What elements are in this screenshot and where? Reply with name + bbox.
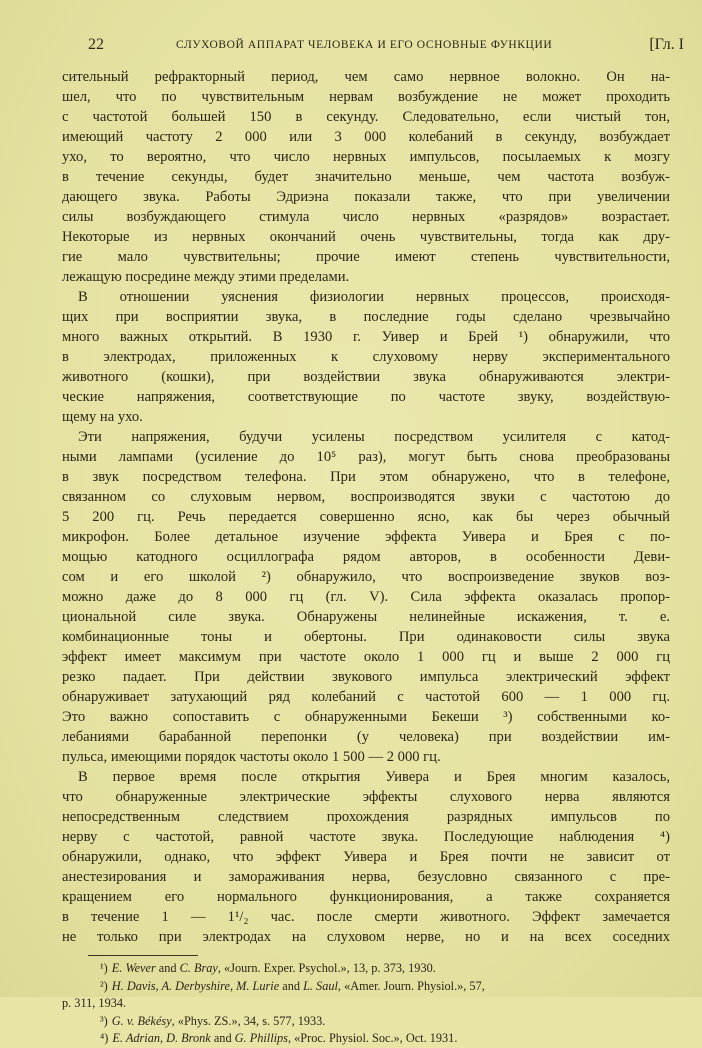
text-line: в течение 1 — 1¹/₂ час. после смерти животного. Эффект замечается (62, 909, 670, 925)
text-line: лежащую посредине между этими пределами. (62, 269, 350, 285)
text-line: циональной силе звука. Обнаружены нелинейные искажения, т. е. (62, 609, 670, 625)
text-line: В первое время после открытия Уивера и Брея многим казалось, (78, 769, 670, 785)
text-line: кращением его нормального функционирования, а также сохраняется (62, 889, 670, 905)
text-line: животного (кошки), при воздействии звука обнаруживаются электри- (62, 369, 670, 385)
text-line: 5 200 гц. Речь передается совершенно ясно, как бы через обычный (62, 509, 670, 525)
text-line: ческие напряжения, соответствующие по частоте звуку, воздействую- (62, 389, 670, 405)
footnote-authors: L. Saul (303, 978, 338, 993)
text-line: можно даже до 8 000 гц (гл. V). Сила эффекта оказалась пропор- (62, 589, 670, 605)
footnote-divider (88, 955, 198, 956)
text-line: анестезирования и замораживания нерва, безусловно связанного с пре- (62, 869, 670, 885)
footnote-authors: G. Phillips (234, 1031, 288, 1045)
text-line: что обнаруженные электрические эффекты слухового нерва являются (62, 789, 670, 805)
text-line: с частотой большей 150 в секунду. Следовательно, если чистый тон, (62, 109, 670, 125)
paragraph (62, 67, 670, 287)
footnote-conjunction: and (279, 978, 304, 993)
text-line: сом и его школой ²) обнаружило, что воспроизведение звуков воз- (62, 569, 670, 585)
chapter-marker: [Гл. I (649, 36, 684, 53)
footnote-marker: ¹) (100, 961, 108, 975)
text-line: связанном со слуховым нервом, воспроизводятся звуки с частотою до (62, 489, 670, 505)
text-line: мощью катодного осциллографа рядом авторов, в особенности Деви- (62, 549, 670, 565)
text-line: дающего звука. Работы Эдриэна показали также, что при увеличении (62, 189, 670, 205)
footnote-authors: C. Bray (179, 961, 218, 975)
footnote-marker: ³) (100, 1013, 108, 1028)
text-line: сительный рефракторный период, чем само нервное волокно. Он на- (62, 69, 670, 85)
footnote-source: , «Journ. Exper. Psychol.», 13, p. 373, 1930. (217, 961, 436, 975)
text-line: имеющий частоту 2 000 или 3 000 колебаний в секунду, возбуждает (62, 129, 670, 145)
text-line: Это важно сопоставить с обнаруженными Бекеши ³) собственными ко- (62, 709, 670, 725)
footnote-conjunction: and (155, 961, 180, 975)
text-line: шел, что по чувствительным нервам возбуждение не может проходить (62, 89, 670, 105)
text-line: непосредственным следствием прохождения разрядных импульсов по (62, 809, 670, 825)
running-title: СЛУХОВОЙ АППАРАТ ЧЕЛОВЕКА И ЕГО ОСНОВНЫЕ ФУНКЦИИ (176, 39, 553, 51)
text-line: нерву с частотой, равной частоте звука. Последующие наблюдения ⁴) (62, 829, 670, 845)
text-line: обнаружили, однако, что эффект Уивера и Брея почти не зависит от (62, 849, 670, 865)
text-line: пульса, имеющими порядок частоты около 1 500 — 2 000 гц. (62, 749, 441, 765)
text-column (62, 67, 670, 1048)
footnote-conjunction: and (210, 1031, 235, 1045)
text-line: гие мало чувствительны; прочие имеют степень чувствительности, (62, 249, 670, 265)
footnote-authors: G. v. Békésy (111, 1013, 172, 1028)
footnote-authors: E. Wever (111, 961, 156, 975)
paragraph (62, 287, 670, 427)
footnotes (62, 960, 672, 1048)
footnote-source: , «Amer. Journ. Physiol.», 57, (337, 978, 485, 993)
text-line: много важных открытий. В 1930 г. Уивер и Брей ¹) обнаружили, что (62, 329, 670, 345)
footnote (62, 960, 672, 978)
text-line: щих при восприятии звука, в последние годы сделано чрезвычайно (62, 309, 670, 325)
footnote-authors: H. Davis, A. Derbyshire, M. Lurie (111, 978, 280, 993)
footnote (62, 978, 672, 996)
text-line: эффект имеет максимум при частоте около 1 000 гц и выше 2 000 гц (62, 649, 670, 665)
text-line: резко падает. При действии звукового импульса электрический эффект (62, 669, 670, 685)
text-line: в звук посредством телефона. При этом обнаружено, что в телефоне, (62, 469, 670, 485)
footnote (62, 1030, 672, 1048)
text-line: комбинационные тоны и обертоны. При одинаковости силы звука (62, 629, 670, 645)
text-line: Эти напряжения, будучи усилены посредством усилителя с катод- (78, 429, 670, 445)
page-number: 22 (88, 36, 104, 53)
text-line: ными лампами (усиление до 10⁵ раз), могут быть снова преобразованы (62, 449, 670, 465)
body-text (62, 67, 670, 947)
footnote-source: , «Proc. Physiol. Soc.», Oct. 1931. (287, 1031, 458, 1045)
footnote-source: , «Phys. ZS.», 34, s. 577, 1933. (171, 1013, 326, 1028)
text-line: Некоторые из нервных окончаний очень чувствительны, тогда как дру- (62, 229, 670, 245)
footnote-authors: E. Adrian, D. Bronk (112, 1031, 211, 1045)
text-line: обнаруживает затухающий ряд колебаний с частотой 600 — 1 000 гц. (62, 689, 670, 705)
text-line: в электродах, приложенных к слуховому нерву экспериментального (62, 349, 670, 365)
footnote-continuation: p. 311, 1934. (62, 996, 127, 1010)
paragraph (62, 767, 670, 947)
footnote-marker: ⁴) (100, 1031, 109, 1045)
text-line: микрофон. Более детальное изучение эффекта Уивера и Брея с по- (62, 529, 670, 545)
text-line: не только при электродах на слуховом нерве, но и на всех соседних (62, 929, 670, 945)
text-line: в течение секунды, будет значительно меньше, чем частота возбуж- (62, 169, 670, 185)
text-line: щему на ухо. (62, 409, 143, 425)
text-line: В отношении уяснения физиологии нервных процессов, происходя- (78, 289, 670, 305)
text-line: силы возбуждающего стимула число нервных «разрядов» возрастает. (62, 209, 670, 225)
paragraph (62, 427, 670, 767)
footnote (62, 1013, 672, 1031)
footnote-marker: ²) (100, 978, 108, 993)
page-header (86, 34, 684, 56)
text-line: лебаниями барабанной перепонки (у человека) при воздействии им- (62, 729, 670, 745)
text-line: ухо, то вероятно, что число нервных импульсов, посылаемых к мозгу (62, 149, 670, 165)
